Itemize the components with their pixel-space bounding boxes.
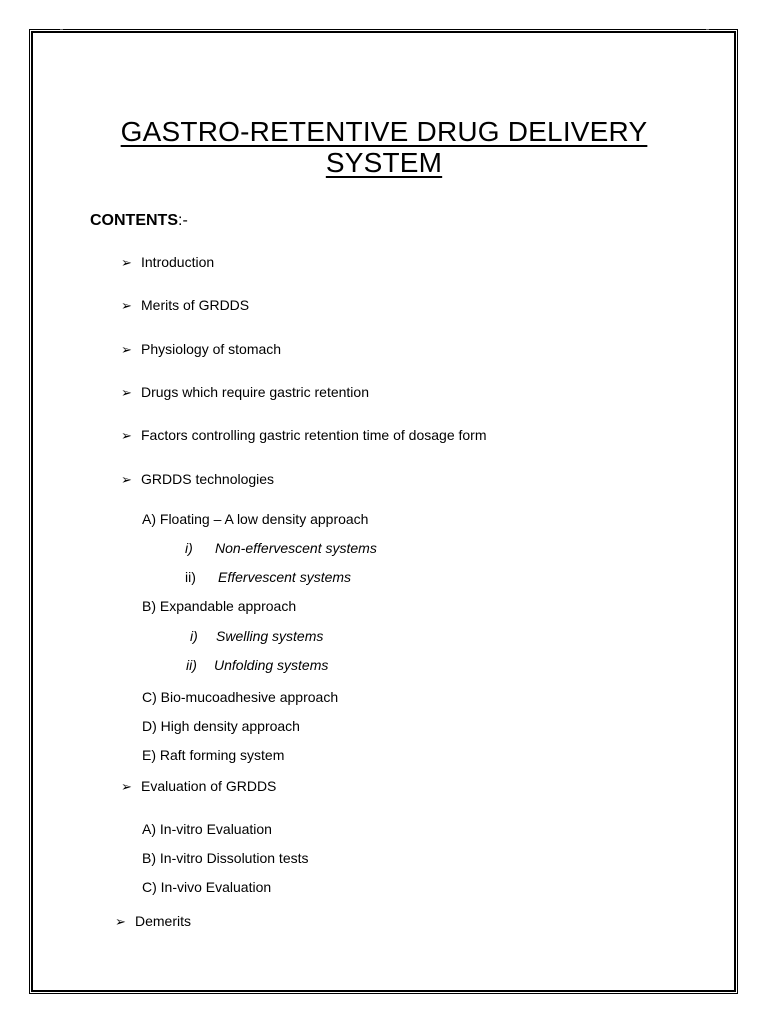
list-item-technologies (121, 471, 274, 488)
item-label: Evaluation of GRDDS (141, 778, 277, 794)
item-label: Factors controlling gastric retention time of dosage form (141, 427, 487, 443)
sub-sub-label: Unfolding systems (214, 657, 329, 673)
corner-mark-right (706, 29, 709, 30)
sub-sub-item-non-effervescent (185, 540, 377, 556)
sub-sub-item-unfolding (186, 657, 328, 673)
sub-item-in-vivo-evaluation: C) In-vivo Evaluation (142, 879, 272, 895)
sub-item-raft-forming: E) Raft forming system (142, 747, 285, 763)
sub-item-bio-mucoadhesive: C) Bio-mucoadhesive approach (142, 689, 339, 705)
arrow-bullet-icon: ➢ (121, 779, 132, 794)
arrow-bullet-icon: ➢ (121, 298, 132, 313)
sub-sub-item-effervescent (185, 569, 351, 585)
document-title-line1: GASTRO-RETENTIVE DRUG DELIVERY (120, 116, 648, 147)
item-label: Introduction (141, 254, 215, 270)
contents-heading-suffix: :- (178, 212, 188, 229)
corner-mark-left (60, 29, 63, 30)
roman-numeral: i) (190, 628, 198, 644)
roman-numeral: ii) (186, 657, 197, 673)
arrow-bullet-icon: ➢ (121, 472, 132, 487)
item-label: Physiology of stomach (141, 341, 282, 357)
document-title-line2: SYSTEM (325, 147, 443, 178)
arrow-bullet-icon: ➢ (121, 342, 132, 357)
sub-item-floating: A) Floating – A low density approach (142, 511, 369, 527)
contents-heading (90, 212, 188, 230)
arrow-bullet-icon: ➢ (121, 385, 132, 400)
roman-numeral: i) (185, 540, 193, 556)
list-item-demerits (115, 913, 191, 930)
sub-item-dissolution-tests: B) In-vitro Dissolution tests (142, 850, 309, 866)
sub-sub-label: Effervescent systems (218, 569, 352, 585)
list-item-introduction (121, 254, 214, 271)
sub-item-expandable: B) Expandable approach (142, 598, 297, 614)
sub-sub-label: Non-effervescent systems (215, 540, 377, 556)
item-label: Drugs which require gastric retention (141, 384, 369, 400)
sub-sub-label: Swelling systems (216, 628, 324, 644)
list-item-physiology (121, 341, 281, 358)
item-label: Merits of GRDDS (141, 297, 250, 313)
list-item-drugs (121, 384, 369, 401)
arrow-bullet-icon: ➢ (121, 255, 132, 270)
roman-numeral: ii) (185, 569, 196, 585)
sub-item-in-vitro-evaluation: A) In-vitro Evaluation (142, 821, 272, 837)
arrow-bullet-icon: ➢ (115, 914, 126, 929)
list-item-factors (121, 427, 487, 444)
list-item-evaluation (121, 778, 276, 795)
item-label: Demerits (135, 913, 192, 929)
item-label: GRDDS technologies (141, 471, 275, 487)
sub-sub-item-swelling (190, 628, 323, 644)
arrow-bullet-icon: ➢ (121, 428, 132, 443)
contents-heading-text: CONTENTS (90, 212, 178, 229)
sub-item-high-density: D) High density approach (142, 718, 300, 734)
list-item-merits (121, 297, 249, 314)
